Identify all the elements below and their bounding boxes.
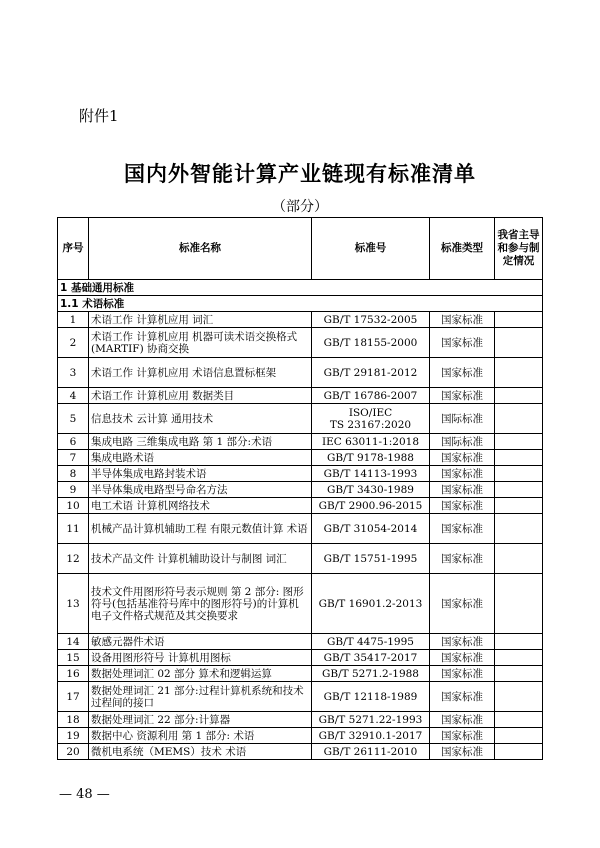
standard-type: 国家标准 — [430, 666, 495, 682]
document-subtitle: （部分） — [272, 199, 328, 215]
section-row — [58, 296, 543, 312]
standard-type: 国家标准 — [430, 514, 495, 544]
standard-name: 数据中心 资源利用 第 1 部分: 术语 — [89, 728, 312, 744]
standard-type: 国际标准 — [430, 434, 495, 450]
row-number: 5 — [58, 404, 89, 434]
row-number: 1 — [58, 312, 89, 328]
standard-name: 半导体集成电路型号命名方法 — [89, 482, 312, 498]
standard-type: 国际标准 — [430, 404, 495, 434]
standard-name: 术语工作 计算机应用 数据类目 — [89, 388, 312, 404]
header-notes: 我省主导和参与制定情况 — [495, 218, 543, 280]
participation-notes — [495, 634, 543, 650]
standard-code: GB/T 3430-1989 — [312, 482, 430, 498]
standard-type: 国家标准 — [430, 312, 495, 328]
standard-code: GB/T 5271.2-1988 — [312, 666, 430, 682]
row-number: 8 — [58, 466, 89, 482]
table-row — [58, 544, 543, 574]
table-row — [58, 574, 543, 634]
row-number: 2 — [58, 328, 89, 358]
table-row — [58, 466, 543, 482]
standard-name: 数据处理词汇 02 部分 算术和逻辑运算 — [89, 666, 312, 682]
table-row — [58, 744, 543, 760]
table-row — [58, 388, 543, 404]
row-number: 17 — [58, 682, 89, 712]
table-row — [58, 498, 543, 514]
standard-name: 微机电系统（MEMS）技术 术语 — [89, 744, 312, 760]
table-row — [58, 712, 543, 728]
standard-code: GB/T 5271.22-1993 — [312, 712, 430, 728]
standard-name: 术语工作 计算机应用 词汇 — [89, 312, 312, 328]
section-title-terminology: 1.1 术语标准 — [58, 296, 543, 312]
standard-name: 集成电路 三维集成电路 第 1 部分:术语 — [89, 434, 312, 450]
standard-type: 国家标准 — [430, 328, 495, 358]
standard-name: 设备用图形符号 计算机用图标 — [89, 650, 312, 666]
standard-code: GB/T 15751-1995 — [312, 544, 430, 574]
header-type: 标准类型 — [430, 218, 495, 280]
standard-name: 集成电路术语 — [89, 450, 312, 466]
standard-type: 国家标准 — [430, 634, 495, 650]
standard-code: ISO/IEC TS 23167:2020 — [312, 404, 430, 434]
standard-type: 国家标准 — [430, 358, 495, 388]
row-number: 4 — [58, 388, 89, 404]
participation-notes — [495, 514, 543, 544]
participation-notes — [495, 312, 543, 328]
standard-type: 国家标准 — [430, 728, 495, 744]
standard-name: 技术产品文件 计算机辅助设计与制图 词汇 — [89, 544, 312, 574]
header-name: 标准名称 — [89, 218, 312, 280]
row-number: 10 — [58, 498, 89, 514]
table-row — [58, 312, 543, 328]
participation-notes — [495, 744, 543, 760]
section-title-basic: 1 基础通用标准 — [58, 280, 543, 296]
standard-type: 国家标准 — [430, 450, 495, 466]
row-number: 7 — [58, 450, 89, 466]
standard-name: 术语工作 计算机应用 机器可读术语交换格式(MARTIF) 协商交换 — [89, 328, 312, 358]
table-row — [58, 650, 543, 666]
standard-name: 数据处理词汇 22 部分:计算器 — [89, 712, 312, 728]
row-number: 16 — [58, 666, 89, 682]
participation-notes — [495, 682, 543, 712]
standard-code: GB/T 35417-2017 — [312, 650, 430, 666]
standard-code: GB/T 2900.96-2015 — [312, 498, 430, 514]
section-row — [58, 280, 543, 296]
table-row — [58, 482, 543, 498]
table-row — [58, 358, 543, 388]
standard-code: GB/T 16901.2-2013 — [312, 574, 430, 634]
participation-notes — [495, 388, 543, 404]
standard-code: GB/T 16786-2007 — [312, 388, 430, 404]
participation-notes — [495, 498, 543, 514]
standard-name: 信息技术 云计算 通用技术 — [89, 404, 312, 434]
header-no: 序号 — [58, 218, 89, 280]
row-number: 6 — [58, 434, 89, 450]
participation-notes — [495, 650, 543, 666]
participation-notes — [495, 404, 543, 434]
standard-code: GB/T 32910.1-2017 — [312, 728, 430, 744]
row-number: 12 — [58, 544, 89, 574]
participation-notes — [495, 544, 543, 574]
table-row — [58, 514, 543, 544]
participation-notes — [495, 666, 543, 682]
standard-type: 国家标准 — [430, 466, 495, 482]
standard-name: 敏感元器件术语 — [89, 634, 312, 650]
standard-code: GB/T 12118-1989 — [312, 682, 430, 712]
standard-name: 技术文件用图形符号表示规则 第 2 部分: 图形符号(包括基准符号库中的图形符号)的计算机电子文件格式规范及其交换要求 — [89, 574, 312, 634]
standard-code: GB/T 29181-2012 — [312, 358, 430, 388]
row-number: 3 — [58, 358, 89, 388]
participation-notes — [495, 450, 543, 466]
document-title: 国内外智能计算产业链现有标准清单 — [124, 161, 476, 186]
table-row — [58, 666, 543, 682]
header-code: 标准号 — [312, 218, 430, 280]
participation-notes — [495, 728, 543, 744]
standard-code: GB/T 14113-1993 — [312, 466, 430, 482]
standard-type: 国家标准 — [430, 712, 495, 728]
standard-code: IEC 63011-1:2018 — [312, 434, 430, 450]
standard-code: GB/T 31054-2014 — [312, 514, 430, 544]
standard-name: 机械产品计算机辅助工程 有限元数值计算 术语 — [89, 514, 312, 544]
standard-code: GB/T 18155-2000 — [312, 328, 430, 358]
participation-notes — [495, 482, 543, 498]
participation-notes — [495, 358, 543, 388]
row-number: 14 — [58, 634, 89, 650]
attachment-label: 附件1 — [79, 107, 119, 125]
table-row — [58, 634, 543, 650]
row-number: 13 — [58, 574, 89, 634]
table-row — [58, 728, 543, 744]
standard-type: 国家标准 — [430, 574, 495, 634]
standard-type: 国家标准 — [430, 544, 495, 574]
row-number: 19 — [58, 728, 89, 744]
standard-code: GB/T 4475-1995 — [312, 634, 430, 650]
row-number: 9 — [58, 482, 89, 498]
table-row — [58, 434, 543, 450]
standards-table — [57, 217, 543, 760]
table-row — [58, 328, 543, 358]
participation-notes — [495, 328, 543, 358]
standard-type: 国家标准 — [430, 744, 495, 760]
standard-type: 国家标准 — [430, 388, 495, 404]
row-number: 18 — [58, 712, 89, 728]
standard-name: 电工术语 计算机网络技术 — [89, 498, 312, 514]
standard-type: 国家标准 — [430, 498, 495, 514]
standard-type: 国家标准 — [430, 682, 495, 712]
participation-notes — [495, 466, 543, 482]
standard-name: 数据处理词汇 21 部分:过程计算机系统和技术过程间的接口 — [89, 682, 312, 712]
table-header-row — [58, 218, 543, 280]
standard-code: GB/T 9178-1988 — [312, 450, 430, 466]
standard-type: 国家标准 — [430, 482, 495, 498]
row-number: 20 — [58, 744, 89, 760]
table-row — [58, 682, 543, 712]
standard-name: 术语工作 计算机应用 术语信息置标框架 — [89, 358, 312, 388]
standard-code: GB/T 17532-2005 — [312, 312, 430, 328]
participation-notes — [495, 434, 543, 450]
row-number: 15 — [58, 650, 89, 666]
table-row — [58, 404, 543, 434]
standard-name: 半导体集成电路封装术语 — [89, 466, 312, 482]
page-number: — 48 — — [59, 787, 110, 802]
standard-type: 国家标准 — [430, 650, 495, 666]
row-number: 11 — [58, 514, 89, 544]
participation-notes — [495, 712, 543, 728]
standard-code: GB/T 26111-2010 — [312, 744, 430, 760]
participation-notes — [495, 574, 543, 634]
table-row — [58, 450, 543, 466]
